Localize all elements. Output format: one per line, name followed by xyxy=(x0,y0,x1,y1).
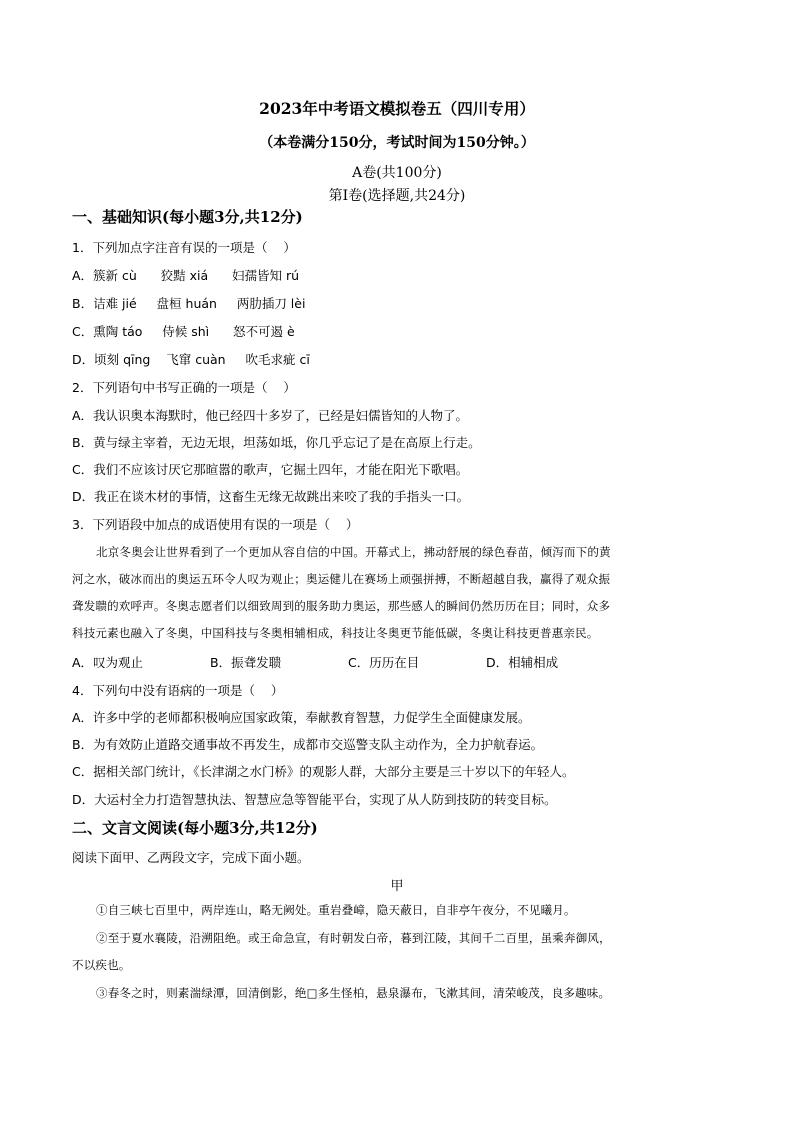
q2-option-d: D．我正在谈木材的事情，这畜生无缘无故跳出来咬了我的手指头一口。 xyxy=(72,489,470,504)
q3-stem: 3．下列语段中加点的成语使用有误的一项是（ ） xyxy=(72,517,359,532)
q3-option-d: D．相辅相成 xyxy=(486,655,559,670)
q3-passage-line: 北京冬奥会让世界看到了一个更加从容自信的中国。开幕式上，拂动舒展的绿色春苗，倾泻而下的黄 xyxy=(96,545,611,559)
q4-option-a: A．许多中学的老师都积极响应国家政策，奉献教育智慧，力促学生全面健康发展。 xyxy=(72,710,531,725)
q1-stem: 1．下列加点字注音有误的一项是（ ） xyxy=(72,240,296,255)
q2-option-a: A．我认识奥本海默时，他已经四十多岁了，已经是妇儒皆知的人物了。 xyxy=(72,408,469,423)
section-2-heading: 二、文言文阅读(每小题3分,共12分) xyxy=(72,819,318,837)
volume-a-label: A卷(共100分) xyxy=(352,165,442,181)
q1-option-b: B．诘难 jié 盘桓 huán 两肋插刀 lèi xyxy=(72,296,306,311)
section-1-heading: 一、基础知识(每小题3分,共12分) xyxy=(72,208,303,226)
q3-option-c: C．历历在目 xyxy=(348,655,420,670)
q1-option-d: D．顷刻 qīng 飞窜 cuàn 吹毛求疵 cī xyxy=(72,352,310,367)
q4-option-d: D．大运村全力打造智慧执法、智慧应急等智能平台，实现了从人防到技防的转变目标。 xyxy=(72,792,557,807)
q3-passage-line: 聋发聩的欢呼声。冬奥志愿者们以细致周到的服务助力奥运，那些感人的瞬间仍然历历在目；同时，众多 xyxy=(72,599,611,613)
passage-jia-label: 甲 xyxy=(390,879,404,894)
part-1-label: 第Ⅰ卷(选择题,共24分) xyxy=(328,188,466,204)
classical-paragraph: ①自三峡七百里中，两岸连山，略无阙处。重岩叠嶂，隐天蔽日，自非亭午夜分，不见曦月。 xyxy=(96,903,576,917)
q3-option-b: B．振聋发聩 xyxy=(210,655,282,670)
classical-paragraph: 不以疾也。 xyxy=(72,958,131,972)
q1-option-a: A．簇新 cù 狡黠 xiá 妇孺皆知 rú xyxy=(72,268,300,283)
classical-paragraph: ②至于夏水襄陵，沿溯阻绝。或王命急宣，有时朝发白帝，暮到江陵，其间千二百里，虽乘奔御风， xyxy=(96,931,611,945)
classical-paragraph: ③春冬之时，则素湍绿潭，回清倒影，绝□多生怪柏，悬泉瀑布，飞漱其间，清荣峻茂，良多趣味。 xyxy=(96,986,611,1000)
q2-option-b: B．黄与绿主宰着，无边无垠，坦荡如坻，你几乎忘记了是在高原上行走。 xyxy=(72,435,481,450)
q4-stem: 4．下列句中没有语病的一项是（ ） xyxy=(72,683,284,698)
section-2-intro: 阅读下面甲、乙两段文字，完成下面小题。 xyxy=(72,850,310,865)
exam-subtitle: （本卷满分150分，考试时间为150分钟。） xyxy=(259,135,535,151)
q3-passage-line: 河之水，破冰而出的奥运五环令人叹为观止；奥运健儿在赛场上顽强拼搏，不断超越自我，赢得了观众振 xyxy=(72,572,611,586)
q1-option-c: C．熏陶 táo 侍候 shì 怒不可遏 è xyxy=(72,324,295,339)
exam-title: 2023年中考语文模拟卷五（四川专用） xyxy=(259,99,535,118)
q2-stem: 2．下列语句中书写正确的一项是（ ） xyxy=(72,380,296,395)
q4-option-b: B．为有效防止道路交通事故不再发生，成都市交巡警支队主动作为，全力护航春运。 xyxy=(72,737,544,752)
q2-option-c: C．我们不应该讨厌它那暄嚣的歌声，它掘土四年，才能在阳光下歌唱。 xyxy=(72,462,469,477)
q4-option-c: C．据相关部门统计，《长津湖之水门桥》的观影人群，大部分主要是三十岁以下的年轻人。 xyxy=(72,764,575,779)
q3-option-a: A．叹为观止 xyxy=(72,655,144,670)
q3-passage-line: 科技元素也融入了冬奥，中国科技与冬奥相辅相成，科技让冬奥更节能低碳，冬奥让科技更普惠亲民。 xyxy=(72,626,599,640)
